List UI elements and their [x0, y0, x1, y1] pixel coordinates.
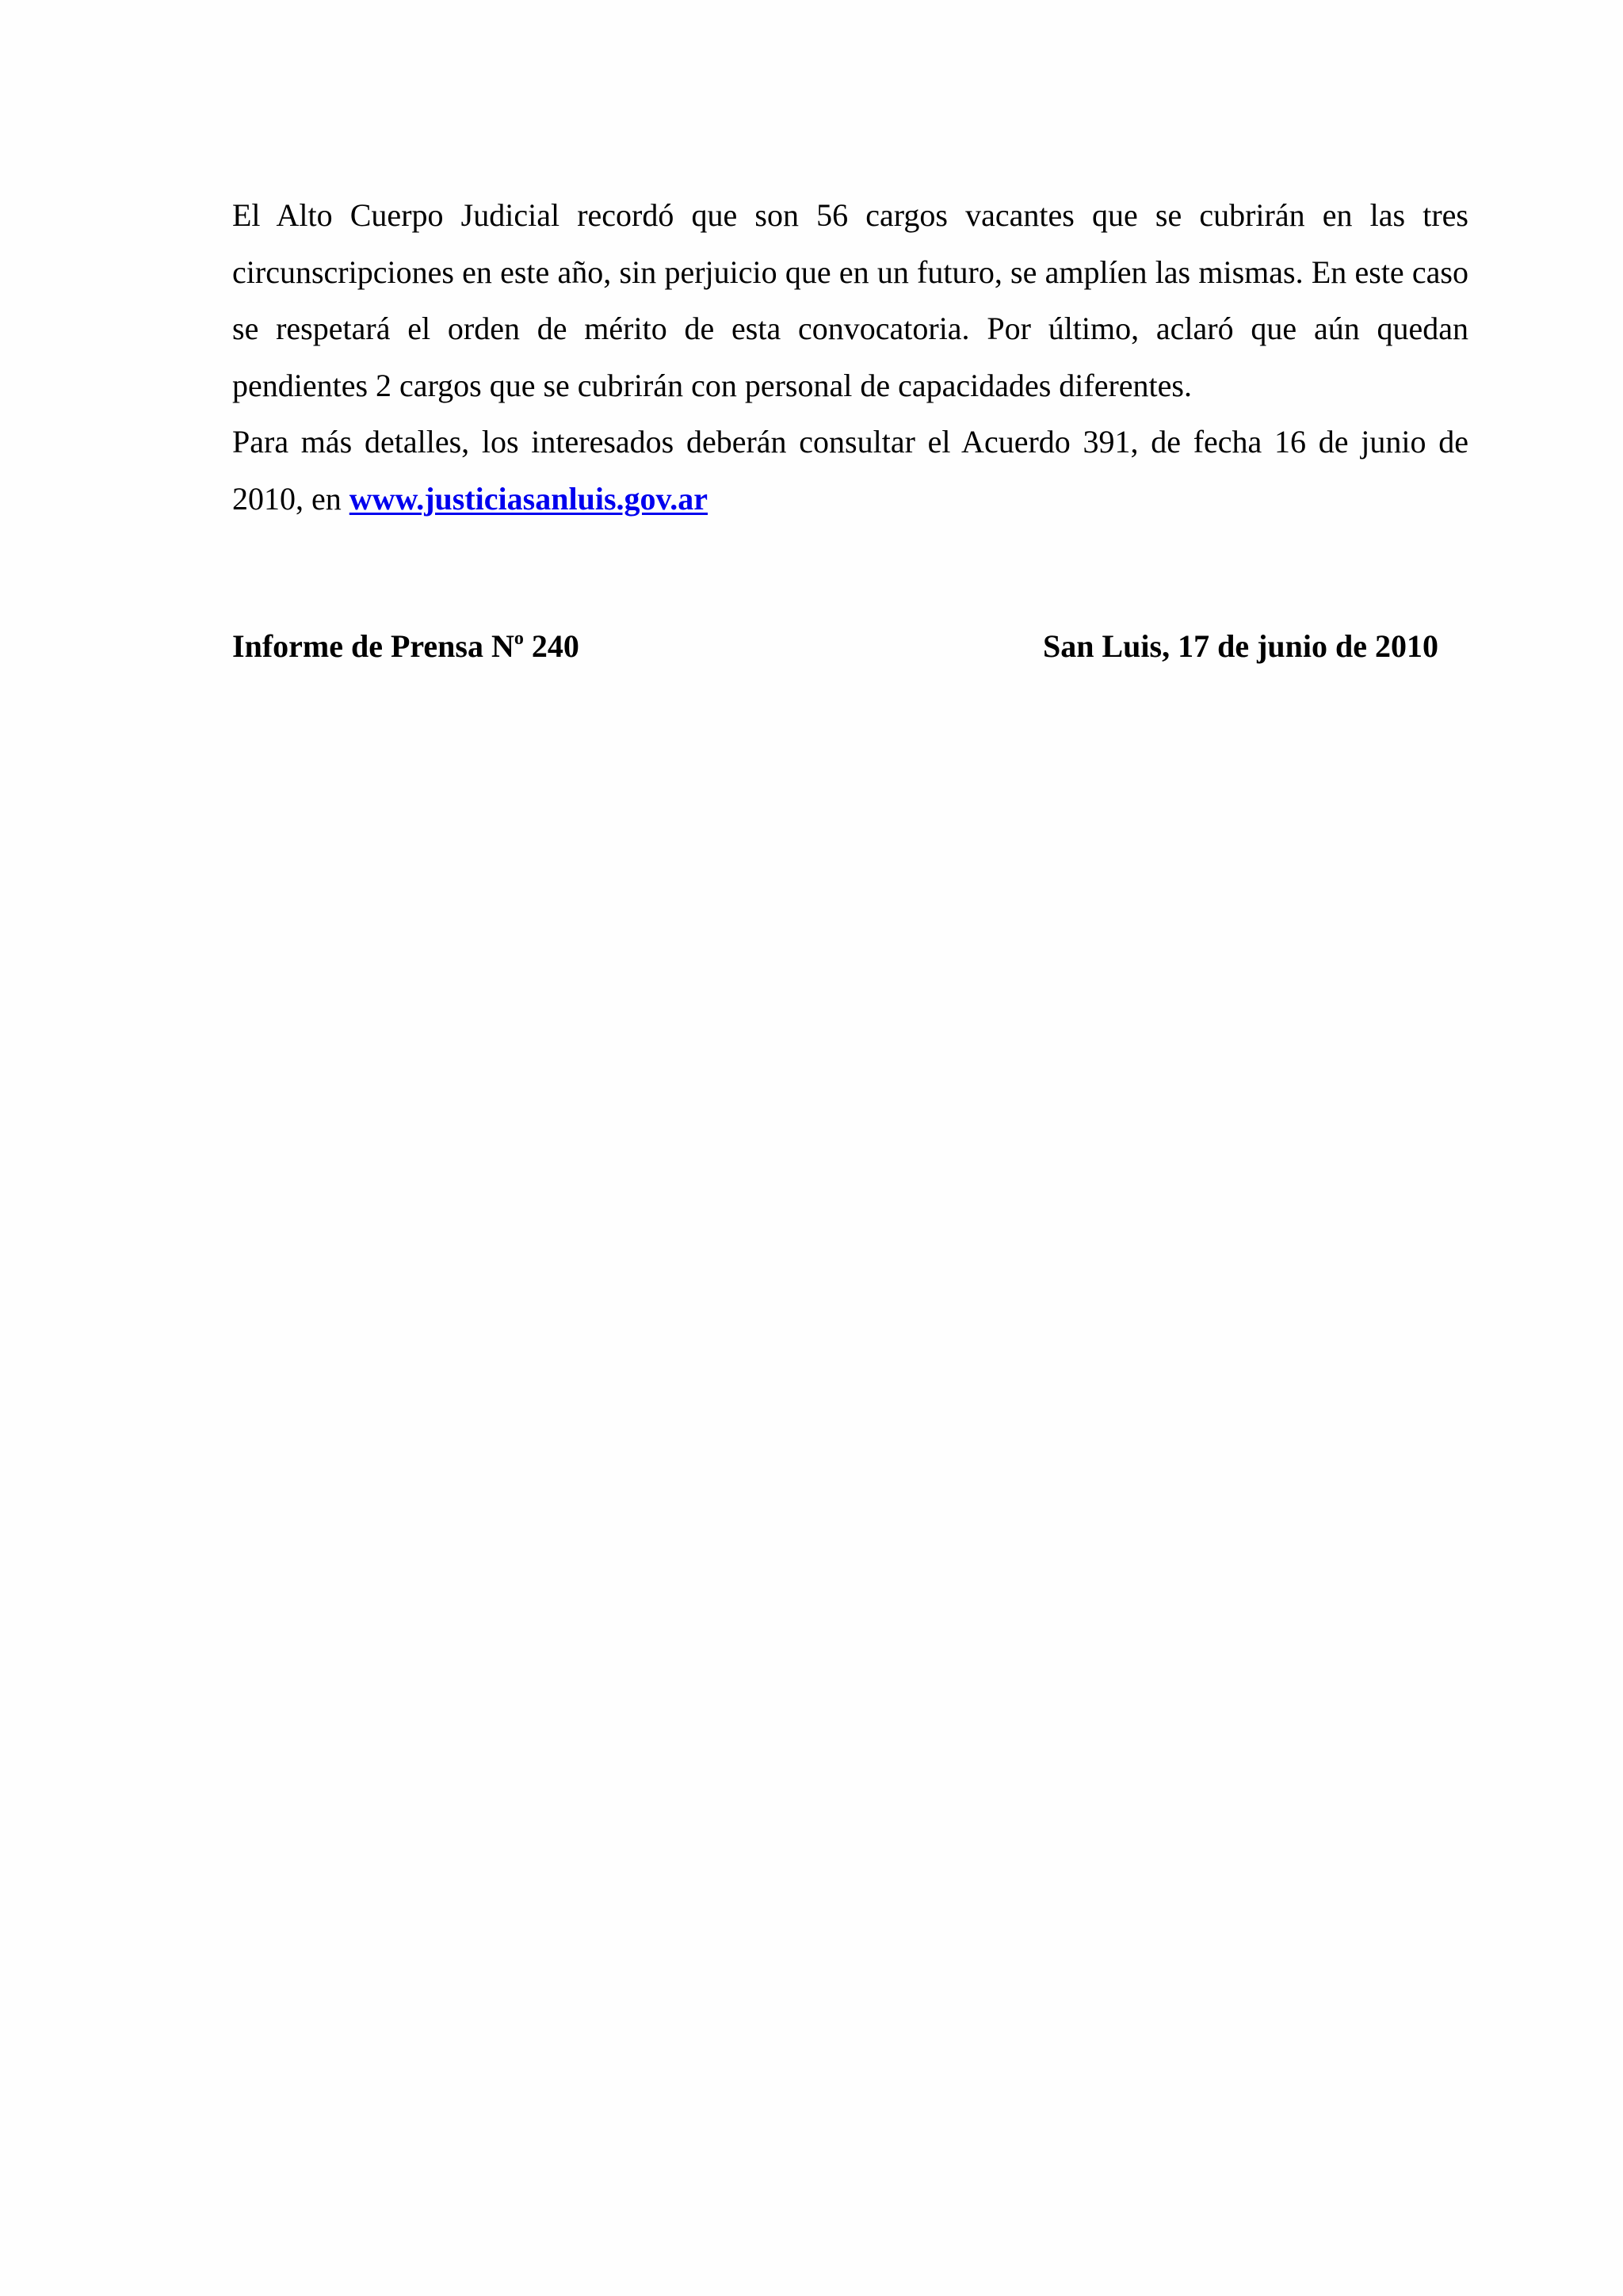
press-report-number [232, 624, 579, 669]
press-report-label: Informe de Prensa N [232, 628, 514, 664]
paragraph-details [232, 414, 1468, 527]
website-link[interactable]: www.justiciasanluis.gov.ar [349, 480, 708, 517]
paragraph-vacancies: El Alto Cuerpo Judicial recordó que son 56 cargos vacantes que se cubrirán en las tres circunscripciones en este año, sin perjuicio que en un futuro, se amplíen las mismas. En este caso se respetará el orden de mérito de esta convocatoria. Por último, aclaró que aún quedan pendientes 2 cargos que se cubrirán con personal de capacidades diferentes. [232, 197, 1468, 403]
place-and-date: San Luis, 17 de junio de 2010 [1043, 628, 1439, 664]
press-report-value: 240 [523, 628, 579, 664]
paragraph-details-text: Para más detalles, los interesados deberán consultar el Acuerdo 391, de fecha 16 de junio de 2010, en [232, 424, 1468, 517]
press-report-ordinal: o [514, 628, 524, 649]
document-body [232, 187, 1468, 527]
